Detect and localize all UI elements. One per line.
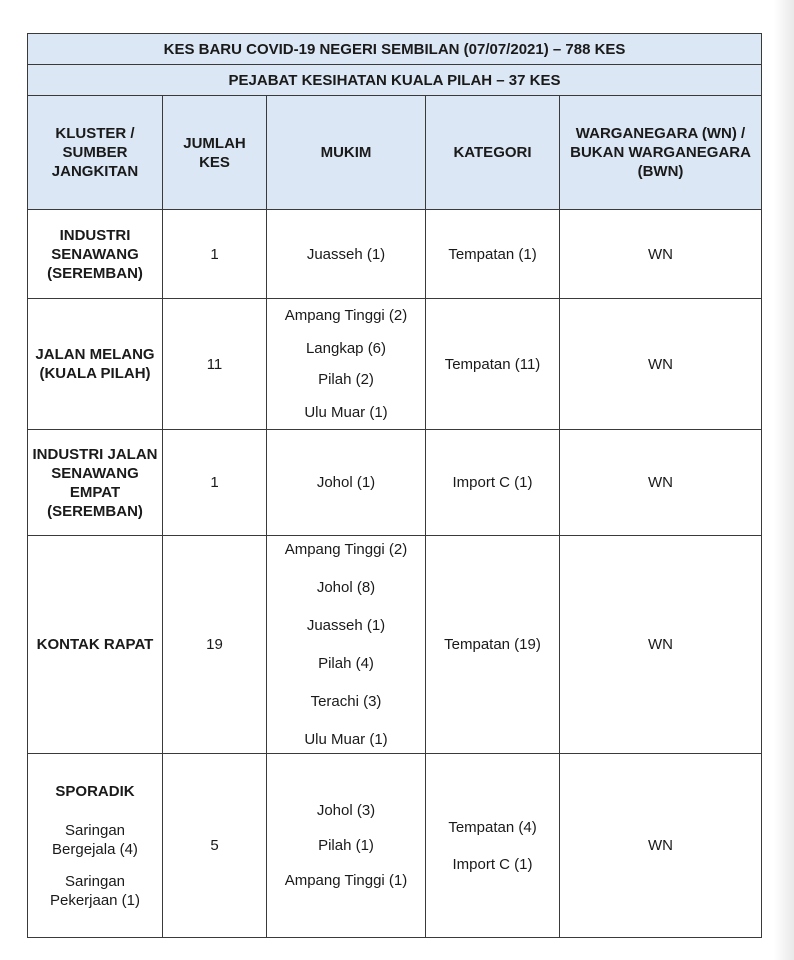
mukim-cell: [267, 536, 426, 754]
cluster-cell: JALAN MELANG (KUALA PILAH): [28, 299, 163, 430]
kategori-item: Import C (1): [452, 474, 533, 491]
cluster-sub-item: Saringan Pekerjaan (1): [49, 872, 141, 909]
kategori-item: Tempatan (11): [444, 355, 541, 373]
mukim-cell: [267, 210, 426, 299]
mukim-item: Langkap (6): [305, 340, 387, 357]
mukim-item: Ampang Tinggi (2): [284, 307, 408, 324]
kategori-item: Tempatan (1): [448, 245, 537, 263]
mukim-cell: [267, 754, 426, 938]
mukim-item: Pilah (4): [318, 655, 374, 672]
mukim-item: Johol (8): [316, 579, 376, 596]
kategori-item: Tempatan (4): [448, 818, 537, 836]
jumlah-cell: 1: [163, 430, 267, 536]
cluster-sub-item: Saringan Bergejala (4): [52, 821, 138, 858]
table-title: KES BARU COVID-19 NEGERI SEMBILAN (07/07/2021) – 788 KES: [28, 34, 762, 65]
mukim-item: Juasseh (1): [306, 245, 386, 263]
jumlah-cell: 19: [163, 536, 267, 754]
header-mukim: MUKIM: [267, 96, 426, 210]
kategori-item: Import C (1): [452, 855, 533, 873]
wn-cell: WN: [560, 299, 762, 430]
mukim-item: Ulu Muar (1): [304, 731, 388, 748]
kategori-cell: [426, 430, 560, 536]
header-cluster: KLUSTER / SUMBER JANGKITAN: [28, 96, 163, 210]
mukim-item: Ampang Tinggi (1): [284, 872, 408, 889]
mukim-cell: [267, 299, 426, 430]
mukim-item: Ampang Tinggi (2): [284, 541, 408, 558]
cluster-cell: INDUSTRI JALAN SENAWANG EMPAT (SEREMBAN): [28, 430, 163, 536]
table-row: [28, 536, 762, 754]
cluster-cell: INDUSTRI SENAWANG (SEREMBAN): [28, 210, 163, 299]
mukim-item: Johol (3): [316, 802, 376, 819]
page-edge-shadow: [774, 0, 794, 960]
kategori-item: Tempatan (19): [444, 636, 541, 653]
kategori-cell: [426, 754, 560, 938]
wn-cell: WN: [560, 430, 762, 536]
cluster-label: SPORADIK: [55, 782, 135, 800]
mukim-item: Juasseh (1): [306, 617, 386, 634]
jumlah-cell: 1: [163, 210, 267, 299]
header-warganegara: WARGANEGARA (WN) / BUKAN WARGANEGARA (BWN): [560, 96, 762, 210]
cluster-cell: [28, 754, 163, 938]
wn-cell: WN: [560, 536, 762, 754]
table-row: [28, 754, 762, 938]
kategori-cell: [426, 536, 560, 754]
mukim-cell: [267, 430, 426, 536]
mukim-item: Pilah (2): [318, 371, 374, 388]
covid-case-table: [27, 33, 762, 938]
jumlah-cell: 11: [163, 299, 267, 430]
header-row: [28, 96, 762, 210]
mukim-item: Johol (1): [316, 474, 376, 491]
table-row: [28, 430, 762, 536]
kategori-cell: [426, 210, 560, 299]
mukim-item: Pilah (1): [318, 837, 374, 854]
mukim-item: Terachi (3): [310, 693, 382, 710]
header-kategori: KATEGORI: [426, 96, 560, 210]
jumlah-cell: 5: [163, 754, 267, 938]
wn-cell: WN: [560, 754, 762, 938]
mukim-item: Ulu Muar (1): [304, 404, 388, 421]
table-row: [28, 210, 762, 299]
table-subtitle: PEJABAT KESIHATAN KUALA PILAH – 37 KES: [28, 65, 762, 96]
cluster-cell: KONTAK RAPAT: [28, 536, 163, 754]
kategori-cell: [426, 299, 560, 430]
header-jumlah: JUMLAH KES: [163, 96, 267, 210]
wn-cell: WN: [560, 210, 762, 299]
table-row: [28, 299, 762, 430]
